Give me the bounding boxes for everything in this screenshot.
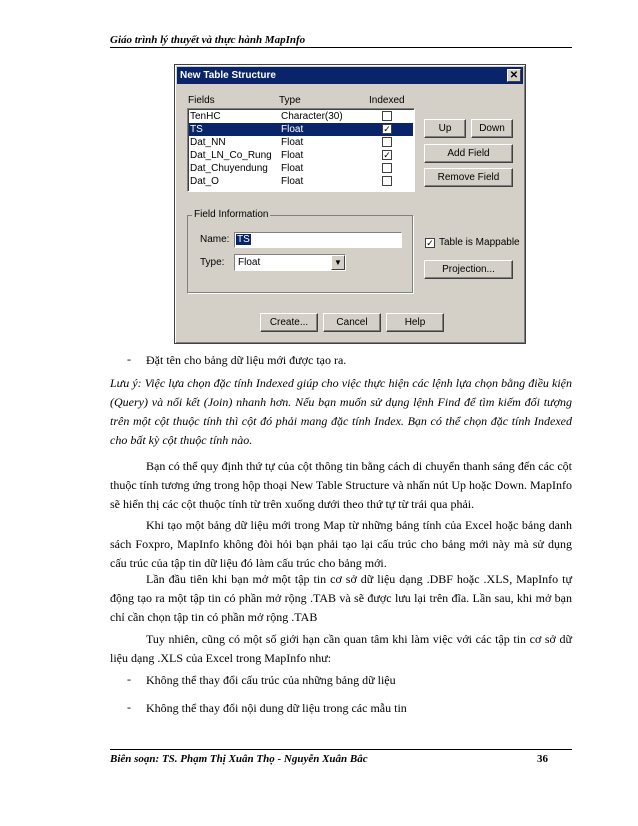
field-information-group — [187, 209, 413, 293]
field-name: TS — [190, 124, 203, 135]
field-type: Float — [281, 124, 304, 135]
header-divider — [110, 47, 572, 48]
field-type-select[interactable] — [234, 254, 346, 271]
field-row-selected[interactable] — [189, 123, 413, 136]
new-table-structure-dialog — [174, 64, 526, 344]
field-name-input[interactable] — [234, 232, 402, 248]
field-row[interactable] — [189, 162, 413, 175]
footer-author: Biên soạn: TS. Phạm Thị Xuân Thọ - Nguyễn Xuân Bắc — [110, 753, 368, 765]
cancel-button[interactable]: Cancel — [323, 313, 381, 332]
bullet-text: Không thể thay đổi cấu trúc của những bảng dữ liệu — [146, 673, 396, 687]
field-row[interactable] — [189, 149, 413, 162]
remove-field-button[interactable]: Remove Field — [424, 168, 513, 187]
down-button[interactable]: Down — [471, 119, 513, 138]
field-type: Character(30) — [281, 111, 343, 122]
field-name: TenHC — [190, 111, 221, 122]
page-number: 36 — [537, 753, 548, 765]
field-row[interactable] — [189, 175, 413, 188]
field-name: Dat_NN — [190, 137, 226, 148]
indexed-checkbox[interactable] — [382, 176, 392, 186]
field-name: Dat_LN_Co_Rung — [190, 150, 272, 161]
field-type: Float — [281, 137, 304, 148]
field-name: Dat_O — [190, 176, 219, 187]
table-mappable-checkbox[interactable]: ✓ — [426, 238, 434, 248]
paragraph: Tuy nhiên, cũng có một số giới hạn cần quan tâm khi làm việc với các tập tin cơ sở dữ liệu dạng .XLS của Excel trong MapInfo như: — [110, 632, 572, 665]
up-button[interactable]: Up — [424, 119, 466, 138]
bullet-marker: - — [127, 672, 131, 686]
field-row[interactable] — [189, 110, 413, 123]
column-header-fields: Fields — [188, 95, 215, 106]
chevron-down-icon[interactable]: ▼ — [331, 255, 345, 270]
bullet-text: Không thể thay đổi nội dung dữ liệu trong các mẫu tin — [146, 701, 407, 715]
type-label: Type: — [200, 257, 225, 268]
indexed-checkbox[interactable] — [382, 137, 392, 147]
help-button[interactable]: Help — [386, 313, 444, 332]
dialog-titlebar — [177, 67, 523, 84]
indexed-checkbox[interactable]: ✓ — [383, 150, 391, 160]
bullet-text: Đặt tên cho bảng dữ liệu mới được tạo ra. — [146, 353, 347, 367]
paragraph: Lần đầu tiên khi bạn mở một tập tin cơ sở dữ liệu dạng .DBF hoặc .XLS, MapInfo tự động tạo ra một tập tin có phần mở rộng .TAB và sẽ được lưu lại trên đĩa. Lần sau, khi mở bạn chỉ cần chọn tập tin có phần mở rộng .TAB — [110, 572, 572, 624]
field-name: Dat_Chuyendung — [190, 163, 268, 174]
page-header-title: Giáo trình lý thuyết và thực hành MapInfo — [110, 34, 306, 46]
paragraph: Bạn có thể quy định thứ tự của cột thông tin bằng cách di chuyển thanh sáng đến các cột thuộc tính tương ứng trong hộp thoại New Table Structure và nhấn nút Up hoặc Down. MapInfo sẽ hiển thị các cột thuộc tính từ trên xuống dưới theo thứ tự từ trái qua phải. — [110, 459, 572, 511]
note-paragraph: Lưu ý: Việc lựa chọn đặc tính Indexed giúp cho việc thực hiện các lệnh lựa chọn bằng điều kiện (Query) và nối kết (Join) nhanh hơn. Nếu bạn muốn sử dụng lệnh Find để tìm kiếm đối tượng trên một cột thuộc tính thì cột đó phải mang đặc tính Index. Bạn có thể chọn đặc tính Indexed cho bất kỳ cột thuộc tính nào. — [110, 376, 572, 447]
indexed-checkbox[interactable] — [382, 163, 392, 173]
paragraph: Khi tạo một bảng dữ liệu mới trong Map từ những bảng tính của Excel hoặc bảng danh sách Foxpro, MapInfo không đòi hỏi bạn phải tạo lại cấu trúc cho bảng mới này mà sử dụng cấu trúc của tập tin dữ liệu đó làm cấu trúc cho bảng mới. — [110, 518, 572, 570]
field-type-value: Float — [238, 257, 261, 268]
create-button[interactable]: Create... — [260, 313, 318, 332]
indexed-checkbox[interactable] — [382, 111, 392, 121]
indexed-checkbox[interactable]: ✓ — [383, 124, 391, 134]
bullet-marker: - — [127, 700, 131, 714]
field-type: Float — [281, 176, 304, 187]
field-row[interactable] — [189, 136, 413, 149]
column-header-indexed: Indexed — [369, 95, 405, 106]
footer-divider — [110, 749, 572, 750]
fields-list[interactable] — [187, 108, 415, 192]
field-type: Float — [281, 163, 304, 174]
bullet-marker: - — [127, 352, 131, 366]
field-type: Float — [281, 150, 304, 161]
dialog-title: New Table Structure — [180, 70, 276, 81]
table-mappable-label: Table is Mappable — [439, 237, 520, 248]
add-field-button[interactable]: Add Field — [424, 144, 513, 163]
column-header-type: Type — [279, 95, 301, 106]
field-name-value: TS — [237, 234, 250, 245]
close-icon[interactable]: ✕ — [507, 69, 521, 82]
projection-button[interactable]: Projection... — [424, 260, 513, 279]
field-information-label: Field Information — [194, 209, 269, 220]
name-label: Name: — [200, 234, 230, 245]
